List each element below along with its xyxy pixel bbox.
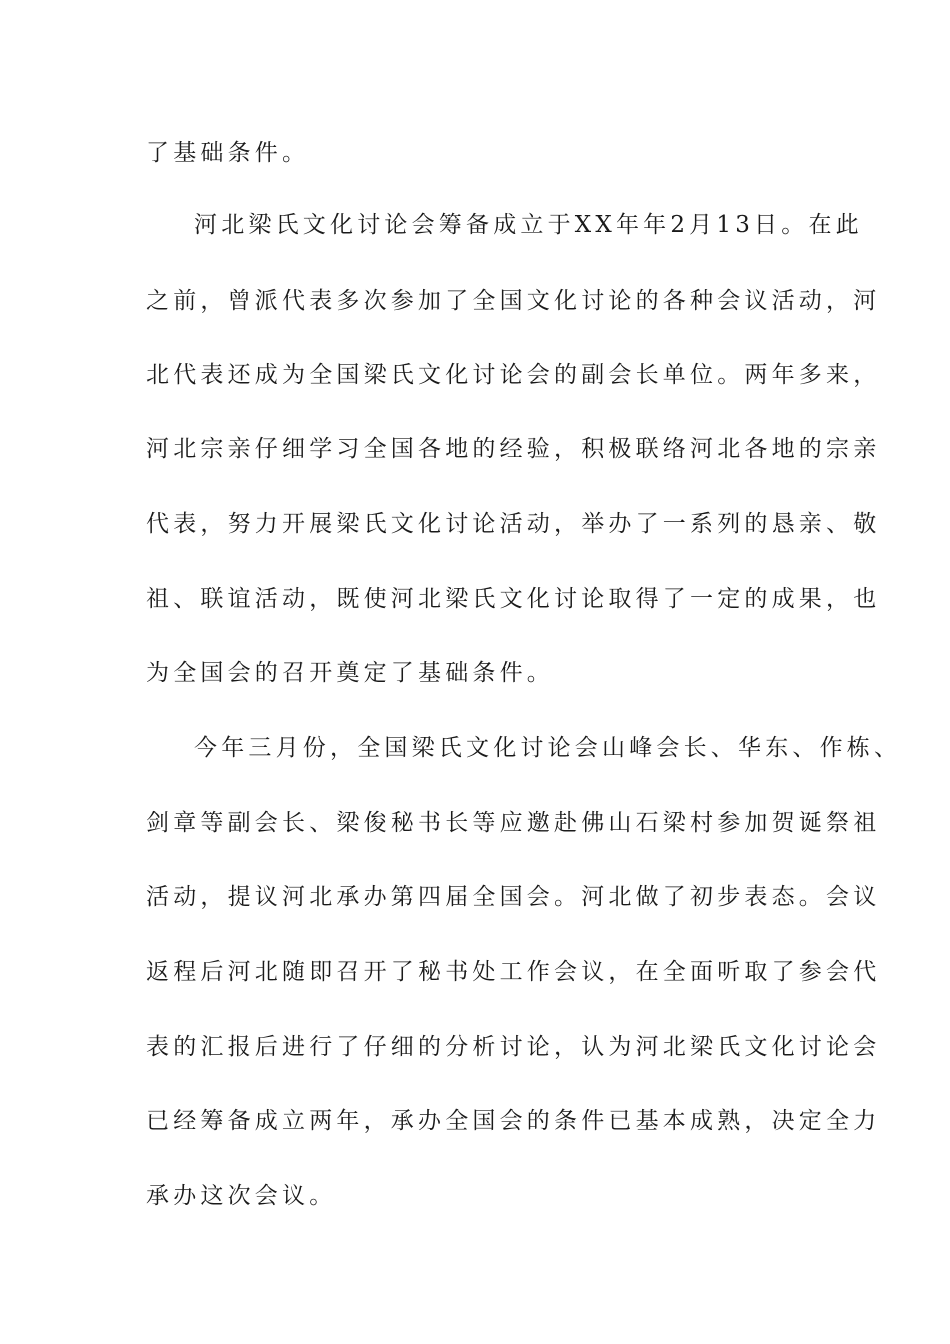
text-line: 河北宗亲仔细学习全国各地的经验，积极联络河北各地的宗亲 <box>146 436 881 462</box>
text-line: 了基础条件。 <box>146 140 310 166</box>
text-line: 祖、联谊活动，既使河北梁氏文化讨论取得了一定的成果，也 <box>146 586 881 612</box>
paragraph-first-line: 今年三月份，全国梁氏文化讨论会山峰会长、华东、作栋、 <box>194 735 902 761</box>
text-line: 代表，努力开展梁氏文化讨论活动，举办了一系列的恳亲、敬 <box>146 511 881 537</box>
text-line: 活动，提议河北承办第四届全国会。河北做了初步表态。会议 <box>146 884 881 910</box>
text-line: 剑章等副会长、梁俊秘书长等应邀赴佛山石梁村参加贺诞祭祖 <box>146 810 881 836</box>
text-line: 承办这次会议。 <box>146 1183 337 1209</box>
text-line: 为全国会的召开奠定了基础条件。 <box>146 660 554 686</box>
paragraph-first-line: 河北梁氏文化讨论会筹备成立于XX年年2月13日。在此 <box>194 212 863 238</box>
text-line: 已经筹备成立两年，承办全国会的条件已基本成熟，决定全力 <box>146 1108 881 1134</box>
text-line: 表的汇报后进行了仔细的分析讨论，认为河北梁氏文化讨论会 <box>146 1034 881 1060</box>
text-line: 北代表还成为全国梁氏文化讨论会的副会长单位。两年多来， <box>146 362 881 388</box>
text-line: 返程后河北随即召开了秘书处工作会议，在全面听取了参会代 <box>146 959 881 985</box>
text-line: 之前，曾派代表多次参加了全国文化讨论的各种会议活动，河 <box>146 288 881 314</box>
